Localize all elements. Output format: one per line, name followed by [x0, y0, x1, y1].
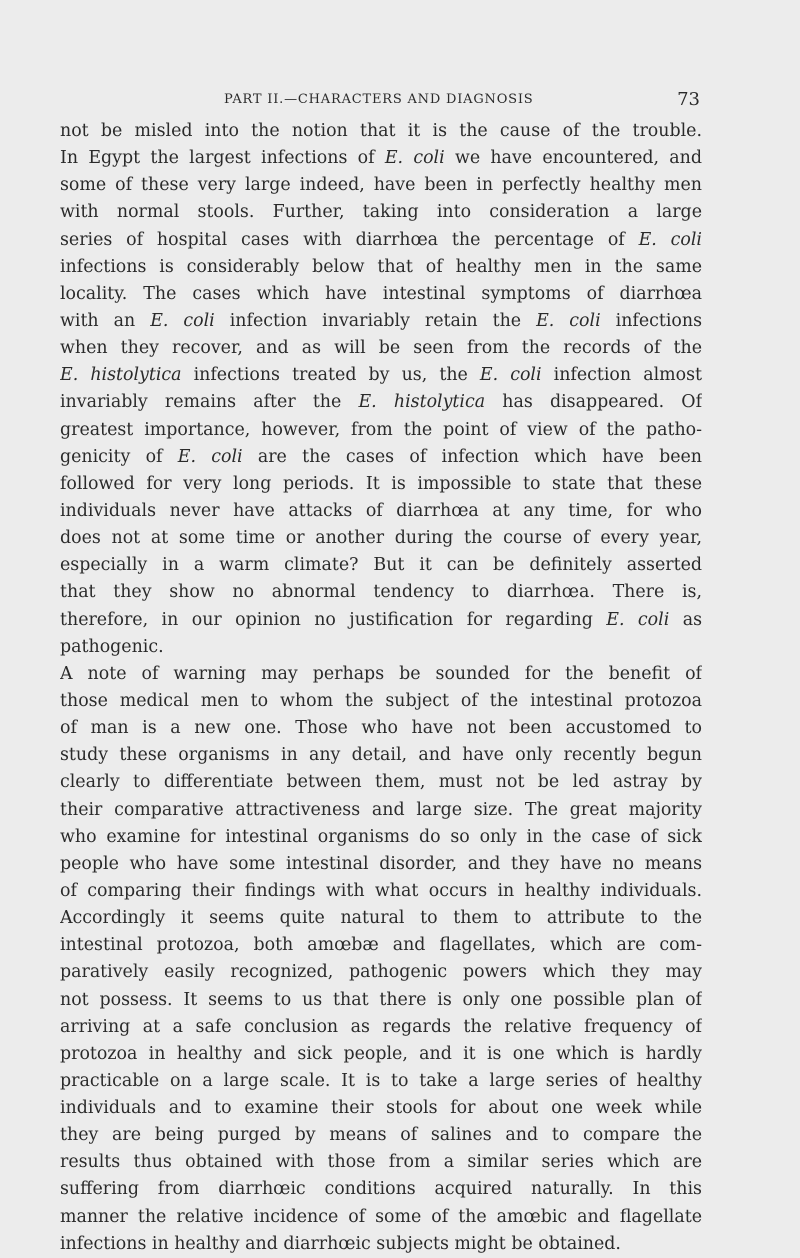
text-run: not be misled into the notion that it is the cause of the trouble.	[60, 121, 702, 141]
text-run: who examine for intestinal organisms do so only in the case of sick	[60, 826, 702, 847]
text-line	[60, 1095, 702, 1122]
text-run: infections treated by us, the	[181, 365, 480, 386]
text-line	[60, 1176, 702, 1203]
text-run: In Egypt the largest infections of	[60, 148, 385, 169]
text-line	[60, 688, 702, 715]
text-line	[60, 1041, 702, 1068]
text-run: not possess. It seems to us that there is only one possible plan of	[60, 989, 702, 1010]
text-run: some of these very large indeed, have been in perfectly healthy men	[60, 175, 702, 196]
text-run: practicable on a large scale. It is to take a large series of healthy	[60, 1070, 702, 1091]
text-run: with normal stools. Further, taking into consideration a large	[60, 202, 702, 223]
text-line	[60, 851, 702, 878]
text-run: clearly to differentiate between them, must not be led astray by	[60, 772, 702, 793]
text-line	[60, 987, 702, 1014]
text-line	[60, 715, 702, 742]
text-line	[60, 769, 702, 796]
text-run: followed for very long periods. It is impossible to state that these	[60, 473, 702, 494]
text-run: people who have some intestinal disorder, and they have no means	[60, 853, 702, 874]
text-run: are the cases of infection which have been	[242, 446, 702, 467]
text-run: A note of warning may perhaps be sounded for the benefit of	[60, 663, 702, 684]
text-line	[60, 254, 702, 281]
text-run: has disappeared. Of	[485, 392, 702, 413]
italic-species-name: E. coli	[177, 446, 243, 467]
text-run: infection almost	[541, 365, 702, 386]
text-line	[60, 172, 702, 199]
running-head	[224, 89, 700, 112]
text-line	[60, 118, 702, 145]
text-run: manner the relative incidence of some of the amœbic and flagellate	[60, 1206, 702, 1227]
text-run: greatest importance, however, from the point of view of the patho-	[60, 419, 702, 440]
text-run: infections is considerably below that of healthy men in the same	[60, 256, 702, 277]
italic-species-name: E. histolytica	[358, 392, 486, 413]
text-line	[60, 1068, 702, 1095]
text-line	[60, 824, 702, 851]
running-head-title: PART II.—CHARACTERS AND DIAGNOSIS	[224, 92, 534, 107]
text-run: those medical men to whom the subject of the intestinal protozoa	[60, 690, 702, 711]
text-run: locality. The cases which have intestinal symptoms of diarrhœa	[60, 283, 702, 304]
text-line	[60, 1204, 702, 1231]
text-line	[60, 1014, 702, 1041]
text-run: that they show no abnormal tendency to diarrhœa. There is,	[60, 582, 702, 603]
italic-species-name: E. coli	[638, 229, 702, 250]
text-line	[60, 389, 702, 416]
text-line	[60, 145, 702, 172]
text-run: study these organisms in any detail, and have only recently begun	[60, 745, 702, 766]
text-run: when they recover, and as will be seen from the records of the	[60, 338, 702, 359]
text-line	[60, 525, 702, 552]
italic-species-name: E. coli	[536, 310, 601, 331]
text-run: individuals and to examine their stools for about one week while	[60, 1098, 702, 1119]
text-line	[60, 199, 702, 226]
text-line	[60, 634, 702, 661]
body-text	[60, 118, 702, 1258]
text-line	[60, 444, 702, 471]
text-line	[60, 335, 702, 362]
text-line	[60, 959, 702, 986]
text-line	[60, 661, 702, 688]
italic-species-name: E. coli	[479, 365, 542, 386]
text-run: individuals never have attacks of diarrhœa at any time, for who	[60, 500, 702, 521]
text-run: their comparative attractiveness and large size. The great majority	[60, 799, 702, 820]
text-run: of man is a new one. Those who have not been accustomed to	[60, 718, 702, 739]
text-run: protozoa in healthy and sick people, and it is one which is hardly	[60, 1043, 702, 1064]
text-line	[60, 471, 702, 498]
text-run: arriving at a safe conclusion as regards the relative frequency of	[60, 1016, 702, 1037]
text-run: results thus obtained with those from a similar series which are	[60, 1152, 702, 1173]
italic-species-name: E. histolytica	[60, 365, 182, 386]
text-line	[60, 1231, 702, 1258]
text-run: we have encountered, and	[444, 148, 702, 169]
text-line	[60, 932, 702, 959]
italic-species-name: E. coli	[606, 609, 670, 630]
text-run: does not at some time or another during the course of every year,	[60, 528, 702, 549]
text-run: infections in healthy and diarrhœic subjects might be obtained.	[60, 1233, 621, 1254]
text-line	[60, 227, 702, 254]
text-line	[60, 878, 702, 905]
text-run: paratively easily recognized, pathogenic powers which they may	[60, 962, 702, 983]
text-line	[60, 1122, 702, 1149]
text-run: especially in a warm climate? But it can be definitely asserted	[60, 555, 702, 576]
page-number: 73	[677, 89, 700, 110]
text-line	[60, 742, 702, 769]
text-line	[60, 905, 702, 932]
text-line	[60, 552, 702, 579]
text-line	[60, 579, 702, 606]
text-line	[60, 797, 702, 824]
text-run: therefore, in our opinion no justification for regarding	[60, 609, 607, 630]
text-run: with an	[60, 310, 151, 331]
text-run: of comparing their findings with what occurs in healthy individuals.	[60, 880, 702, 901]
text-run: infections	[600, 310, 702, 331]
text-line	[60, 498, 702, 525]
italic-species-name: E. coli	[150, 310, 215, 331]
text-run: infection invariably retain the	[214, 310, 537, 331]
text-run: invariably remains after the	[60, 392, 359, 413]
text-line	[60, 362, 702, 389]
text-run: genicity of	[60, 446, 178, 467]
text-run: Accordingly it seems quite natural to them to attribute to the	[60, 908, 702, 929]
text-run: as	[669, 609, 702, 630]
text-line	[60, 308, 702, 335]
text-line	[60, 417, 702, 444]
text-run: they are being purged by means of salines and to compare the	[60, 1125, 702, 1146]
text-line	[60, 281, 702, 308]
text-line	[60, 607, 702, 634]
text-run: intestinal protozoa, both amœbæ and flagellates, which are com-	[60, 935, 702, 956]
text-run: series of hospital cases with diarrhœa the percentage of	[60, 229, 639, 250]
text-run: pathogenic.	[60, 636, 164, 657]
text-line	[60, 1149, 702, 1176]
italic-species-name: E. coli	[384, 148, 445, 169]
text-run: suffering from diarrhœic conditions acquired naturally. In this	[60, 1179, 702, 1200]
